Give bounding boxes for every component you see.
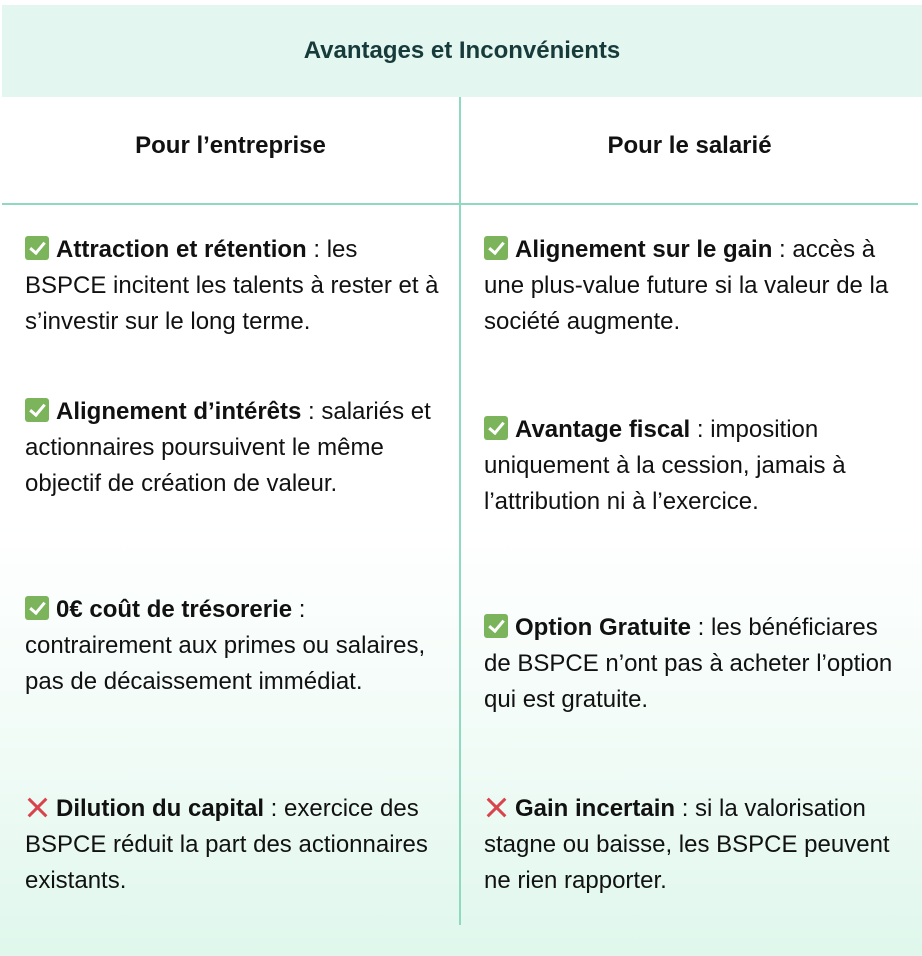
- item-title: 0€ coût de trésorerie: [56, 596, 293, 623]
- item-text: : imposition uniquement à la cession, jamais à l’attribution ni à l’exercice.: [484, 416, 846, 515]
- item-text: : les BSPCE incitent les talents à rester et à s’investir sur le long terme.: [25, 236, 439, 335]
- list-item: [484, 232, 904, 340]
- cross-icon: [484, 795, 508, 819]
- item-text: : exercice des BSPCE réduit la part des actionnaires existants.: [25, 795, 428, 894]
- table-title: Avantages et Inconvénients: [303, 37, 621, 64]
- list-item: [25, 394, 445, 502]
- item-text: : accès à une plus-value future si la valeur de la société augmente.: [484, 236, 889, 335]
- list-item: [25, 791, 445, 899]
- item-text: : salariés et actionnaires poursuivent le même objectif de création de valeur.: [25, 398, 431, 497]
- list-item: [484, 412, 904, 520]
- item-title: Attraction et rétention: [56, 236, 307, 263]
- column-header-salarie: Pour le salarié: [607, 132, 772, 159]
- check-icon: [25, 398, 49, 422]
- item-text: : les bénéficiares de BSPCE n’ont pas à acheter l’option qui est gratuite.: [484, 614, 893, 713]
- item-text: : contrairement aux primes ou salaires, pas de décaissement immédiat.: [25, 596, 426, 695]
- check-icon: [484, 236, 508, 260]
- list-item: [25, 232, 445, 340]
- check-icon: [25, 236, 49, 260]
- item-text: : si la valorisation stagne ou baisse, les BSPCE peuvent ne rien rapporter.: [484, 795, 890, 894]
- column-divider: [459, 97, 461, 925]
- item-title: Avantage fiscal: [515, 416, 691, 443]
- list-item: [25, 592, 445, 700]
- item-title: Dilution du capital: [56, 795, 264, 822]
- table-title-header: [2, 5, 922, 97]
- item-title: Gain incertain: [515, 795, 676, 822]
- item-title: Alignement d’intérêts: [56, 398, 302, 425]
- header-divider: [2, 203, 918, 205]
- list-item: [484, 791, 904, 899]
- cross-icon: [25, 795, 49, 819]
- column-header-entreprise: Pour l’entreprise: [135, 132, 326, 159]
- check-icon: [25, 596, 49, 620]
- list-item: [484, 610, 904, 718]
- item-title: Alignement sur le gain: [515, 236, 773, 263]
- check-icon: [484, 614, 508, 638]
- check-icon: [484, 416, 508, 440]
- item-title: Option Gratuite: [515, 614, 691, 641]
